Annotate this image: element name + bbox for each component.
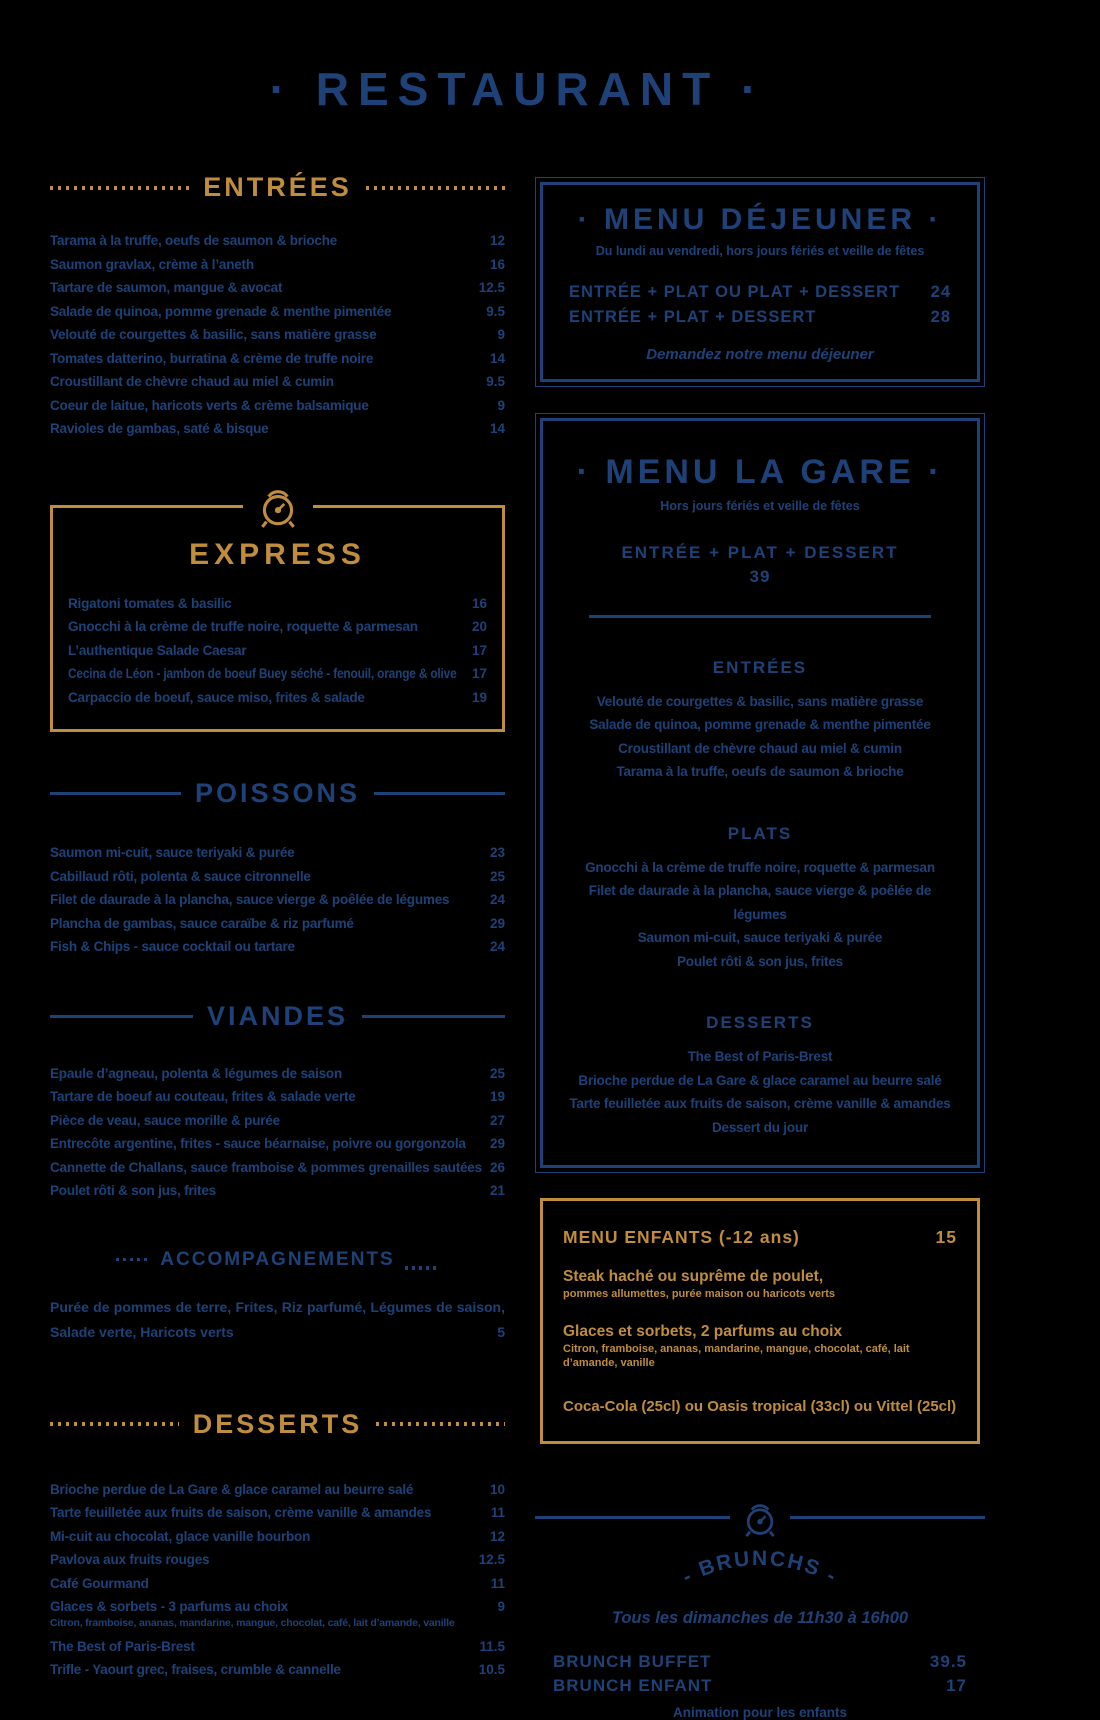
formula-row (569, 305, 951, 330)
formula-price: 24 (930, 283, 951, 301)
menu-item-row (50, 253, 505, 277)
clock-icon (243, 482, 313, 530)
left-column (50, 172, 505, 1682)
menu-item-row (50, 323, 505, 347)
formula-row (553, 1674, 967, 1698)
menu-item-row (50, 1109, 505, 1133)
menu-item: Filet de daurade à la plancha, sauce vierge & poêlée de légumes (588, 883, 932, 922)
section-rule (374, 792, 505, 795)
dotted-rule (376, 1422, 505, 1426)
dish-price: 25 (489, 1065, 505, 1081)
dish-price: 29 (489, 1136, 505, 1151)
menu-item-row (50, 1132, 505, 1156)
section-rule (589, 615, 931, 618)
menu-item-row (68, 639, 487, 663)
menu-item-row (50, 1501, 505, 1525)
dish-name: Pavlova aux fruits rouges (50, 1552, 210, 1567)
right-column (535, 172, 985, 1720)
formula-price: 15 (935, 1227, 957, 1247)
section-title: ENTRÉES (203, 172, 352, 202)
box-title-row (563, 1227, 957, 1248)
dish-name: Tomates datterino, burratina & crème de truffe noire (50, 350, 374, 366)
section-rule (50, 1015, 193, 1018)
dish-name: Saumon gravlax, crème à l’aneth (50, 256, 254, 272)
express-box (50, 505, 505, 733)
section-poissons (50, 778, 505, 959)
dish-price: 9.5 (486, 303, 505, 319)
menu-item: Tarte feuilletée aux fruits de saison, crème vanille & amandes (569, 1096, 951, 1111)
dish-price: 9 (497, 1599, 505, 1614)
dish-price: 9.5 (486, 374, 505, 389)
section-viandes (50, 1001, 505, 1203)
dish-price: 21 (489, 1183, 505, 1198)
formula-label: ENTRÉE + PLAT + DESSERT (569, 308, 817, 326)
formula-label: ENTRÉE + PLAT OU PLAT + DESSERT (569, 283, 901, 301)
dish-price: 16 (489, 256, 505, 272)
entrees-items (50, 229, 505, 441)
dish-name: Tarama à la truffe, oeufs de saumon & brioche (50, 233, 338, 248)
dish-note: pommes allumettes, purée maison ou haricots verts (563, 1288, 836, 1300)
menu-item-row (50, 300, 505, 324)
section-rule (50, 792, 181, 795)
menu-item-row (50, 1572, 505, 1596)
formula-label: BRUNCH ENFANT (553, 1675, 713, 1695)
brunchs-title (535, 1529, 985, 1603)
brunch-section (535, 1516, 985, 1720)
menu-item-row (50, 347, 505, 371)
box-subtitle: Du lundi au vendredi, hors jours fériés et veille de fêtes (595, 244, 925, 258)
dish-note: Citron, framboise, ananas, mandarine, mangue, chocolat, café, lait d’amande, vanille (563, 1343, 910, 1369)
formula-price: 17 (946, 1675, 967, 1695)
menu-item-row (50, 1062, 505, 1086)
dish-name: Glaces & sorbets - 3 parfums au choix (50, 1599, 288, 1614)
dish-name: Rigatoni tomates & basilic (68, 595, 232, 611)
dish-price: 24 (489, 939, 505, 954)
brunch-divider (535, 1516, 985, 1519)
dish-price: 19 (471, 689, 487, 705)
brunch-lines (535, 1650, 985, 1697)
accompagnements-text (50, 1295, 505, 1345)
dish-price: 20 (471, 619, 487, 634)
dish-price: 9 (497, 327, 505, 342)
viandes-header (50, 1001, 505, 1032)
dish-name: Saumon mi-cuit, sauce teriyaki & purée (50, 845, 295, 860)
menu-item-row (50, 394, 505, 418)
dish-name: Tartare de boeuf au couteau, frites & salade verte (50, 1089, 356, 1104)
menu-item-row (50, 912, 505, 936)
menu-item-row (50, 1179, 505, 1203)
dish-price: 11 (490, 1575, 505, 1591)
dish-price: 27 (489, 1112, 505, 1128)
menu-item-row (50, 1658, 505, 1682)
dotted-rule (50, 1422, 179, 1426)
dish-price: 17 (471, 666, 487, 681)
dish-name: Café Gourmand (50, 1575, 149, 1591)
menu-item: Steak haché ou suprême de poulet, (563, 1268, 824, 1285)
section-rule (362, 1015, 505, 1018)
menu-item-row (50, 370, 505, 394)
menu-item: Brioche perdue de La Gare & glace caramel au beurre salé (578, 1072, 942, 1088)
dish-name: Carpaccio de boeuf, sauce miso, frites & salade (68, 689, 365, 705)
menu-item-row (50, 417, 505, 441)
dish-name: Pièce de veau, sauce morille & purée (50, 1112, 280, 1128)
menu-item: Dessert du jour (711, 1119, 809, 1135)
menu-la-gare-desserts (561, 1013, 959, 1139)
menu-enfants-box (540, 1198, 980, 1444)
box-title: · MENU LA GARE · (576, 453, 944, 491)
menu-item-row (50, 1156, 505, 1180)
section-title: DESSERTS (192, 1408, 363, 1439)
dish-name: Coeur de laitue, haricots verts & crème balsamique (50, 397, 369, 413)
viandes-items (50, 1062, 505, 1203)
menu-item-row (50, 229, 505, 253)
menu-item-row (50, 276, 505, 300)
dish-name: Cabillaud rôti, polenta & sauce citronnelle (50, 868, 311, 884)
menu-la-gare-box (540, 418, 980, 1168)
dish-price: 11.5 (479, 1638, 505, 1654)
poissons-header (50, 778, 505, 809)
formula-price: 39 (749, 567, 771, 586)
dish-price: 24 (489, 892, 505, 907)
section-title: VIANDES (206, 1000, 349, 1031)
menu-item-row (50, 1085, 505, 1109)
brunch-subtitle: Tous les dimanches de 11h30 à 16h00 (611, 1609, 909, 1627)
accompagnements-header (50, 1249, 505, 1271)
dish-price: 10.5 (478, 1662, 505, 1677)
dotted-rule (50, 186, 189, 190)
menu-item-row (68, 615, 487, 639)
menu-item: Poulet rôti & son jus, frites (677, 953, 843, 969)
dish-price: 12 (489, 233, 505, 248)
entrees-header (50, 172, 505, 203)
express-items (68, 592, 487, 710)
subsection-title: ENTRÉES (712, 657, 808, 677)
box-subtitle: Hors jours fériés et veille de fêtes (660, 499, 860, 513)
dish-name: Entrecôte argentine, frites - sauce béarnaise, poivre ou gorgonzola (50, 1136, 466, 1151)
formula-label: BRUNCH BUFFET (553, 1652, 712, 1671)
menu-item-row (50, 1478, 505, 1502)
menu-item-row (50, 1595, 505, 1619)
poissons-items (50, 841, 505, 959)
box-title: · MENU DÉJEUNER · (577, 203, 943, 236)
dish-note: Citron, framboise, ananas, mandarine, mangue, chocolat, café, lait d’amande, vanille (50, 1616, 455, 1629)
dotted-rule (116, 1258, 150, 1262)
dish-name: Tarte feuilletée aux fruits de saison, crème vanille & amandes (50, 1505, 432, 1520)
formula-row (553, 1650, 967, 1674)
box-note: Demandez notre menu déjeuner (646, 346, 874, 363)
section-title: EXPRESS (189, 537, 366, 571)
menu-item-row (50, 1548, 505, 1572)
menu-item-row (50, 935, 505, 959)
dish-name: Mi-cuit au chocolat, glace vanille bourbon (50, 1528, 311, 1544)
formula-price: 39.5 (929, 1652, 967, 1671)
page-title: · RESTAURANT · (269, 63, 766, 115)
dish-price: 12 (489, 1528, 505, 1544)
dish-name: Salade de quinoa, pomme grenade & menthe pimentée (50, 303, 392, 319)
section-entrees (50, 172, 505, 441)
dotted-rule (366, 186, 505, 190)
dish-name: Purée de pommes de terre, Frites, Riz parfumé, Légumes de saison, Salade verte, Haricots verts (50, 1298, 505, 1340)
dish-price: 19 (489, 1089, 505, 1104)
menu-item: Salade de quinoa, pomme grenade & menthe pimentée (589, 717, 931, 732)
menu-item: Saumon mi-cuit, sauce teriyaki & purée (637, 930, 883, 945)
menu-item: Glaces et sorbets, 2 parfums au choix (563, 1323, 843, 1340)
box-title: MENU ENFANTS (-12 ans) (563, 1227, 800, 1247)
menu-item: The Best of Paris-Brest (687, 1049, 833, 1064)
brunch-note: Animation pour les enfants (672, 1705, 848, 1720)
dish-price: 10 (489, 1481, 505, 1497)
menu-item: Coca-Cola (25cl) ou Oasis tropical (33cl) ou Vittel (25cl) (563, 1398, 957, 1415)
dish-price: 12.5 (478, 1552, 505, 1567)
menu-item-row (50, 1635, 505, 1659)
desserts-items (50, 1478, 505, 1682)
section-title: ACCOMPAGNEMENTS (160, 1248, 395, 1270)
dish-name: Tartare de saumon, mangue & avocat (50, 280, 283, 295)
menu-item-row (50, 865, 505, 889)
dish-name: The Best of Paris-Brest (50, 1638, 195, 1654)
menu-item-row (50, 888, 505, 912)
menu-item-row (68, 686, 487, 710)
dish-name: Fish & Chips - sauce cocktail ou tartare (50, 939, 295, 954)
desserts-header (50, 1409, 505, 1440)
dish-price: 23 (489, 845, 505, 860)
subsection-title: DESSERTS (706, 1013, 814, 1032)
dish-name: Velouté de courgettes & basilic, sans matière grasse (50, 327, 377, 342)
menu-item: Velouté de courgettes & basilic, sans matière grasse (596, 693, 924, 709)
formula-row (569, 280, 951, 305)
dish-name: Croustillant de chèvre chaud au miel & cumin (50, 374, 334, 389)
dish-price: 17 (471, 642, 487, 658)
clock-icon (730, 1497, 790, 1539)
dish-price: 12.5 (478, 280, 505, 295)
menu-item: Gnocchi à la crème de truffe noire, roquette & parmesan (585, 859, 935, 875)
dotted-rule (405, 1266, 439, 1270)
dish-price: 26 (489, 1159, 505, 1175)
menu-la-gare-plats (561, 824, 959, 974)
dish-price: 25 (489, 868, 505, 884)
dish-price: 14 (489, 421, 505, 436)
dish-price: 5 (497, 1323, 505, 1340)
menu-item: Tarama à la truffe, oeufs de saumon & brioche (616, 764, 904, 779)
dish-price: 29 (489, 915, 505, 931)
section-accompagnements (50, 1249, 505, 1345)
menu-item: Croustillant de chèvre chaud au miel & cumin (618, 740, 902, 756)
dish-price: 9 (497, 397, 505, 413)
dish-name: Cecina de Léon - jambon de boeuf Buey séché - fenouil, orange & olive (68, 666, 457, 681)
dish-name: Cannette de Challans, sauce framboise & pommes grenailles sautées (50, 1159, 482, 1175)
section-desserts (50, 1409, 505, 1682)
formula-label: ENTRÉE + PLAT + DESSERT (621, 543, 899, 562)
dish-name: Gnocchi à la crème de truffe noire, roquette & parmesan (68, 619, 418, 634)
dish-price: 14 (489, 350, 505, 366)
dish-name: Trifle - Yaourt grec, fraises, crumble & cannelle (50, 1662, 341, 1677)
dish-name: Poulet rôti & son jus, frites (50, 1183, 216, 1198)
menu-dejeuner-lines (563, 280, 957, 330)
section-title: POISSONS (194, 778, 361, 808)
dish-name: Epaule d’agneau, polenta & légumes de saison (50, 1065, 343, 1081)
dish-name: Plancha de gambas, sauce caraïbe & riz parfumé (50, 915, 354, 931)
menu-la-gare-entrees (561, 658, 959, 784)
dish-price: 11 (490, 1505, 505, 1520)
formula-price: 28 (930, 308, 951, 326)
menu-item-row (50, 841, 505, 865)
menu-item-row (50, 1525, 505, 1549)
dish-name: Brioche perdue de La Gare & glace caramel au beurre salé (50, 1481, 414, 1497)
svg-text:- BRUNCHS -: - BRUNCHS - (678, 1547, 842, 1589)
menu-dejeuner-box (540, 182, 980, 382)
dish-name: Ravioles de gambas, saté & bisque (50, 421, 269, 436)
menu-item-row (68, 662, 487, 686)
dish-name: L’authentique Salade Caesar (68, 642, 247, 658)
subsection-title: PLATS (727, 823, 793, 843)
dish-price: 16 (471, 595, 487, 611)
menu-item-row (68, 592, 487, 616)
dish-name: Filet de daurade à la plancha, sauce vierge & poêlée de légumes (50, 892, 450, 907)
